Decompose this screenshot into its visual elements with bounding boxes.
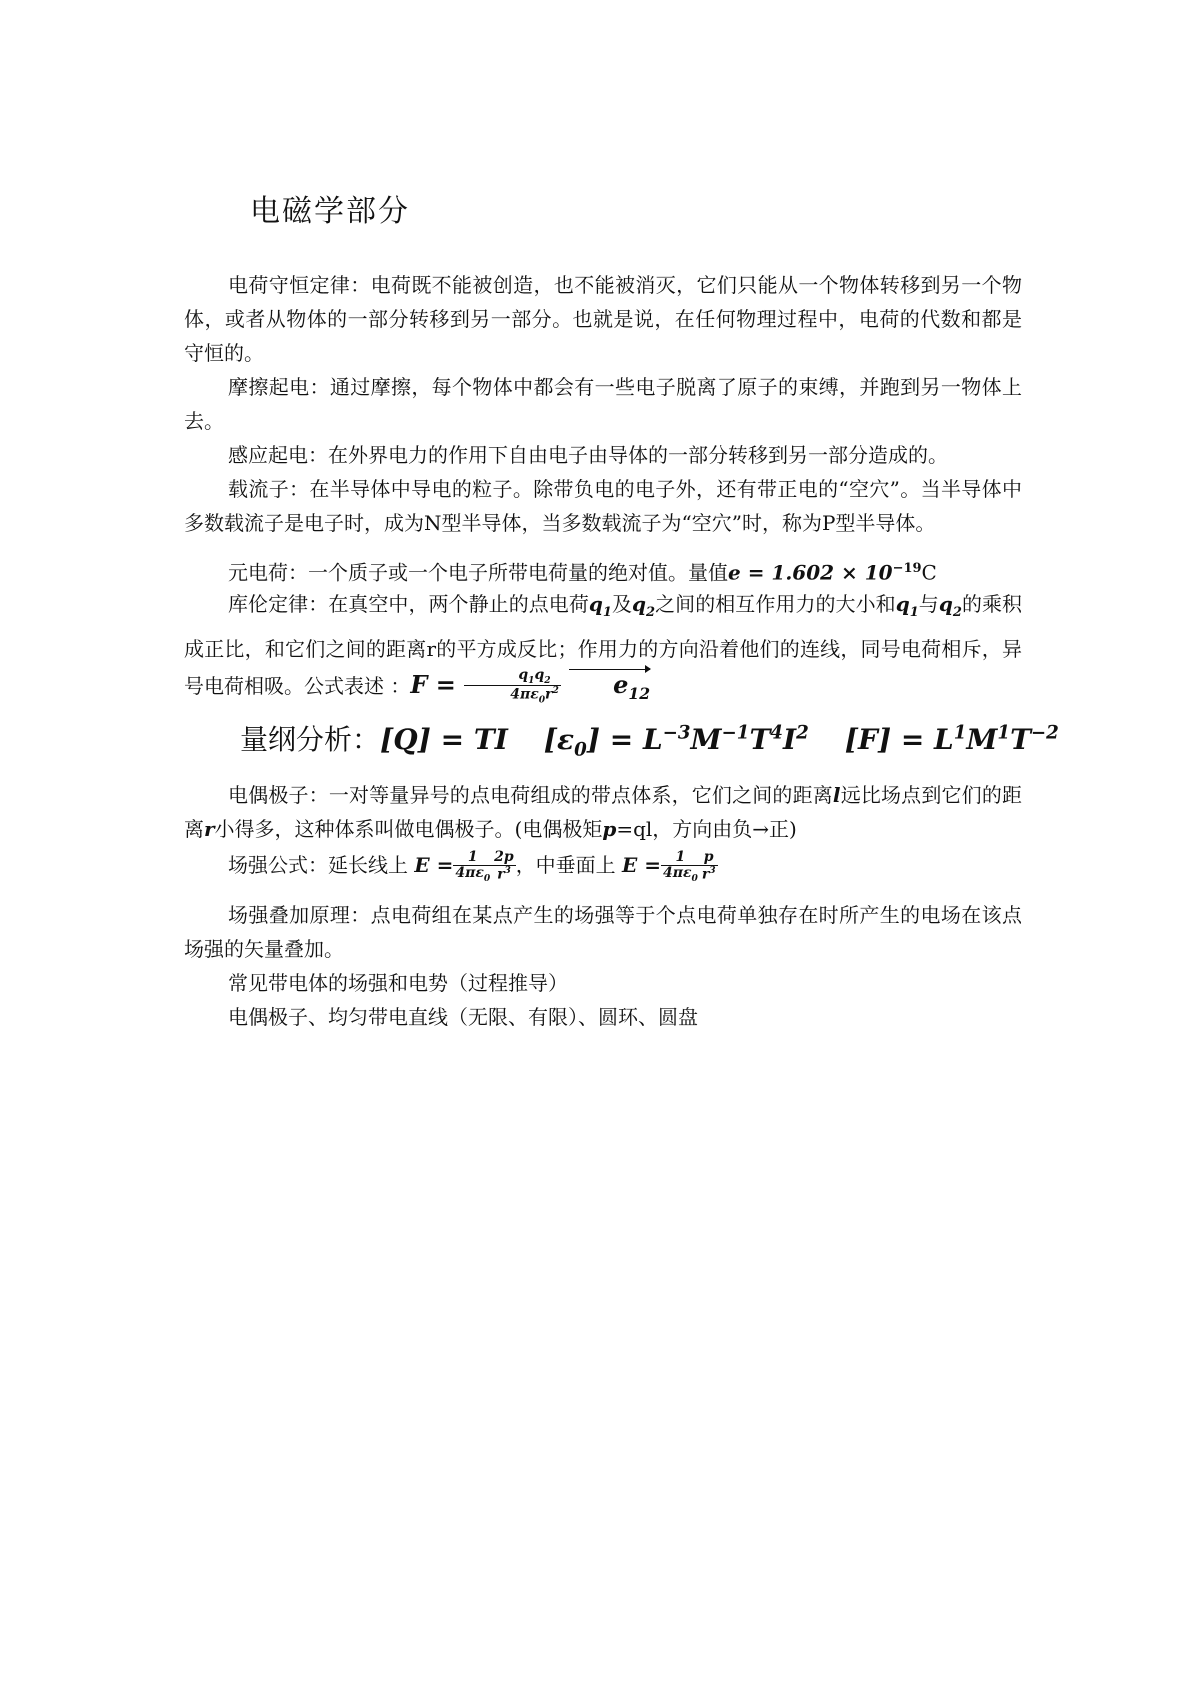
dimension-permittivity: $[\varepsilon_0] = L^{-3}M^{-1}T^4I^2$ (543, 722, 809, 761)
page-title: 电磁学部分 (250, 194, 410, 229)
coulomb-text-c: 之间的相互作用力的大小和 (655, 592, 896, 616)
dipole-text-b: 远比场点到它们的距离 (184, 783, 1023, 841)
field-text-b: ，中垂面上 (515, 853, 616, 877)
coulomb-text-e: 的乘积成正比，和它们之间的距离r的平方成反比；作用力的方向沿着他们的连线，同号电荷相斥，异号电荷相吸。公式表述 ： (184, 592, 1023, 698)
paragraph-elementary-charge (184, 552, 1022, 590)
paragraph-electric-dipole (184, 778, 1022, 846)
dipole-text-c: 小得多，这种体系叫做电偶极子。(电偶极矩 (214, 817, 603, 841)
dimension-force: $[F] = L^1M^1T^{-2}$ (844, 722, 1059, 756)
paragraph-common-charged-bodies: 常见带电体的场强和电势（过程推导） (228, 971, 568, 995)
field-strength-formulas (228, 848, 718, 883)
elementary-charge-formula: e = 1.602 × 10 (728, 560, 893, 585)
dimension-analysis (240, 718, 1059, 761)
elementary-charge-exponent: −19 (892, 561, 922, 576)
paragraph-superposition: 场强叠加原理：点电荷组在某点产生的场强等于个点电荷单独存在时所产生的电场在该点场强的矢量叠加。 (184, 903, 1022, 961)
q1-symbol: $q_1$ (895, 592, 919, 620)
q2-symbol: $q_2$ (632, 592, 656, 620)
coulomb-text-b: 及 (611, 592, 633, 616)
dipole-text-d: =ql，方向由负→正) (616, 817, 797, 841)
elementary-charge-text: 元电荷：一个质子或一个电子所带电荷量的绝对值。量值 (228, 560, 728, 585)
field-text-a: 场强公式：延长线上 (228, 853, 408, 877)
coulomb-text-d: 与 (918, 592, 939, 616)
field-formula-perpendicular: E = $\frac{1}{4\pi\varepsilon_0}$ $\frac{p}{r^3}$ (622, 848, 716, 884)
paragraph-charge-carriers: 载流子：在半导体中导电的粒子。除带负电的电子外，还有带正电的“空穴”。当半导体中多数载流子是电子时，成为N型半导体，当多数载流子为“空穴”时，称为P型半导体。 (184, 477, 1022, 535)
q1-symbol: $q_1$ (588, 592, 612, 620)
field-formula-axis: E = $\frac{1}{4\pi\varepsilon_0}$ $\frac{2p}{r^3}$ (414, 848, 514, 884)
paragraph-induction-electrification: 感应起电：在外界电力的作用下自由电子由导体的一部分转移到另一部分造成的。 (228, 443, 948, 467)
l-symbol: l (832, 783, 841, 807)
dimension-label: 量纲分析： (240, 723, 381, 756)
paragraph-examples: 电偶极子、均匀带电直线（无限、有限）、圆环、圆盘 (228, 1005, 698, 1029)
q2-symbol: $q_2$ (938, 592, 962, 620)
r-symbol: r (204, 817, 215, 841)
coulomb-text-a: 库伦定律：在真空中，两个静止的点电荷 (228, 592, 589, 616)
paragraph-friction-electrification: 摩擦起电：通过摩擦，每个物体中都会有一些电子脱离了原子的束缚，并跑到另一物体上去。 (184, 375, 1022, 433)
dimension-charge: [Q] = TI (380, 723, 508, 756)
paragraph-charge-conservation: 电荷守恒定律：电荷既不能被创造，也不能被消灭，它们只能从一个物体转移到另一个物体，或者从物体的一部分转移到另一部分。也就是说，在任何物理过程中，电荷的代数和都是守恒的。 (184, 273, 1022, 365)
p-symbol: p (602, 817, 617, 841)
dipole-text-a: 电偶极子：一对等量异号的点电荷组成的带点体系，它们之间的距离 (228, 783, 833, 807)
coulomb-formula: F = $\frac{q_1q_2}{4\pi\varepsilon_0r^2}$ $e_{12}$ (410, 670, 650, 699)
paragraph-coulomb-law (184, 586, 1022, 712)
elementary-charge-unit: C (921, 560, 937, 585)
